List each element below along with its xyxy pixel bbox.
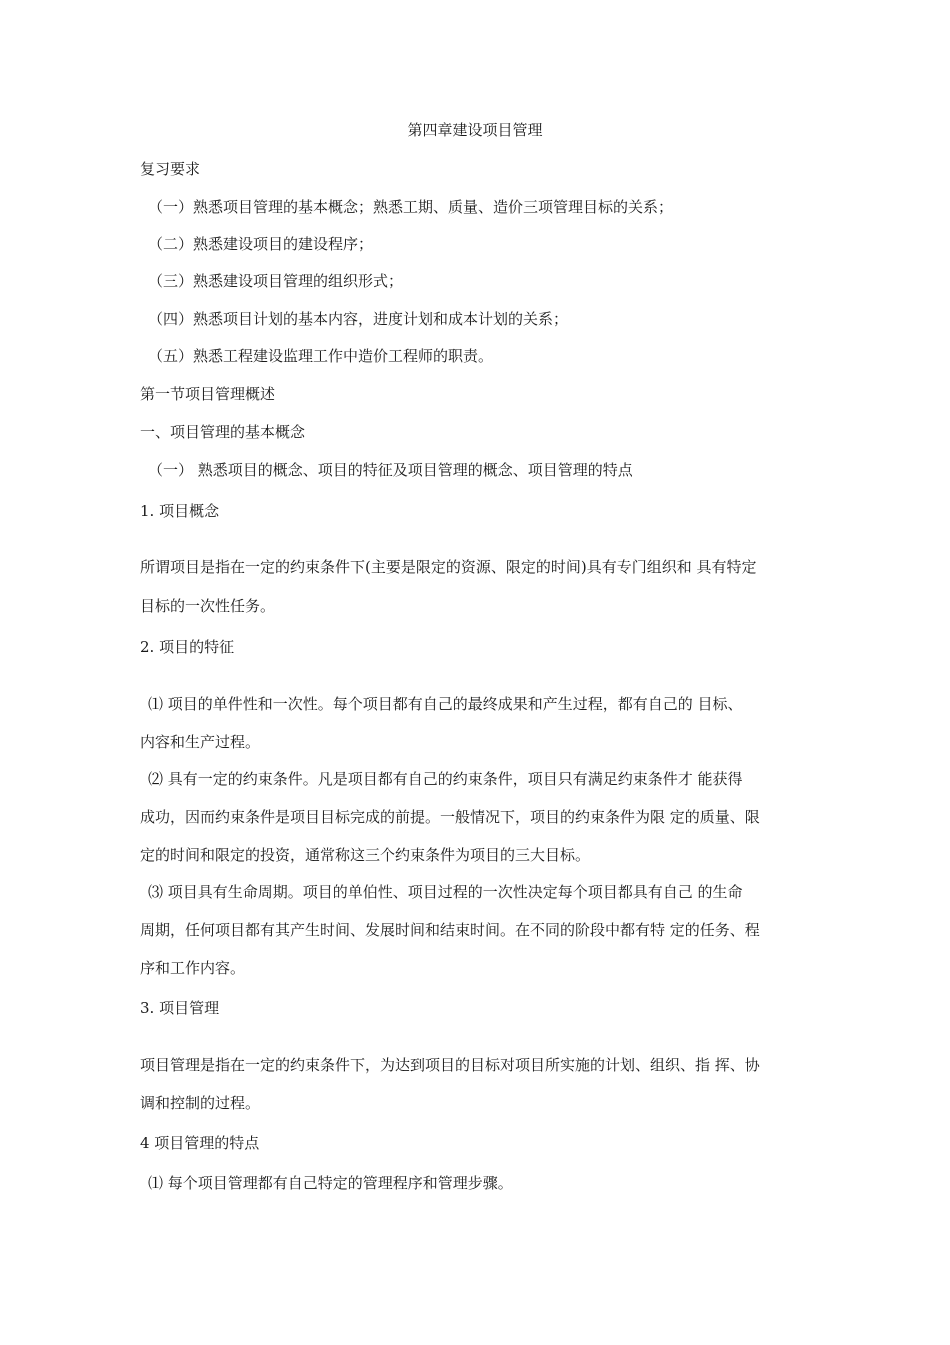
heading-project-management: 3. 项目管理: [140, 999, 220, 1017]
paragraph-line: 成功，因而约束条件是项目目标完成的前提。一般情况下，项目的约束条件为限 定的质量、限: [140, 808, 760, 826]
paragraph-line: ⑴ 每个项目管理都有自己特定的管理程序和管理步骤。: [148, 1174, 513, 1192]
review-item-5: （五）熟悉工程建设监理工作中造价工程师的职责。: [148, 347, 494, 365]
paragraph-line: 序和工作内容。: [140, 959, 246, 977]
paragraph-line: 所谓项目是指在一定的约束条件下(主要是限定的资源、限定的时间)具有专门组织和 具有特定: [140, 558, 757, 576]
chapter-title: 第四章建设项目管理: [407, 121, 543, 139]
review-item-1: （一）熟悉项目管理的基本概念；熟悉工期、质量、造价三项管理目标的关系；: [148, 198, 674, 216]
review-item-4: （四）熟悉项目计划的基本内容，进度计划和成本计划的关系；: [148, 310, 569, 328]
review-item-2: （二）熟悉建设项目的建设程序；: [148, 235, 374, 253]
paragraph-line: ⑵ 具有一定的约束条件。凡是项目都有自己的约束条件，项目只有满足约束条件才 能获得: [148, 770, 743, 788]
heading-project-features: 2. 项目的特征: [140, 638, 235, 656]
paragraph-line: 项目管理是指在一定的约束条件下，为达到项目的目标对项目所实施的计划、组织、指 挥、协: [140, 1056, 760, 1074]
heading-project-concept: 1. 项目概念: [140, 502, 220, 520]
subsection-heading-1: 一、项目管理的基本概念: [140, 423, 306, 441]
paragraph-line: ⑴ 项目的单件性和一次性。每个项目都有自己的最终成果和产生过程，都有自己的 目标、: [148, 695, 743, 713]
paragraph-line: 目标的一次性任务。: [140, 597, 276, 615]
paragraph-line: 周期，任何项目都有其产生时间、发展时间和结束时间。在不同的阶段中都有特 定的任务、程: [140, 921, 760, 939]
subsection-item-1: （一） 熟悉项目的概念、项目的特征及项目管理的概念、项目管理的特点: [148, 461, 633, 479]
review-item-3: （三）熟悉建设项目管理的组织形式；: [148, 272, 404, 290]
paragraph-line: 定的时间和限定的投资，通常称这三个约束条件为项目的三大目标。: [140, 846, 591, 864]
paragraph-line: 内容和生产过程。: [140, 733, 261, 751]
section-heading-1: 第一节项目管理概述: [140, 385, 276, 403]
paragraph-line: ⑶ 项目具有生命周期。项目的单伯性、项目过程的一次性决定每个项目都具有自己 的生命: [148, 883, 743, 901]
paragraph-line: 调和控制的过程。: [140, 1094, 261, 1112]
section-heading-review: 复习要求: [140, 160, 201, 178]
heading-management-features: 4 项目管理的特点: [140, 1134, 260, 1152]
